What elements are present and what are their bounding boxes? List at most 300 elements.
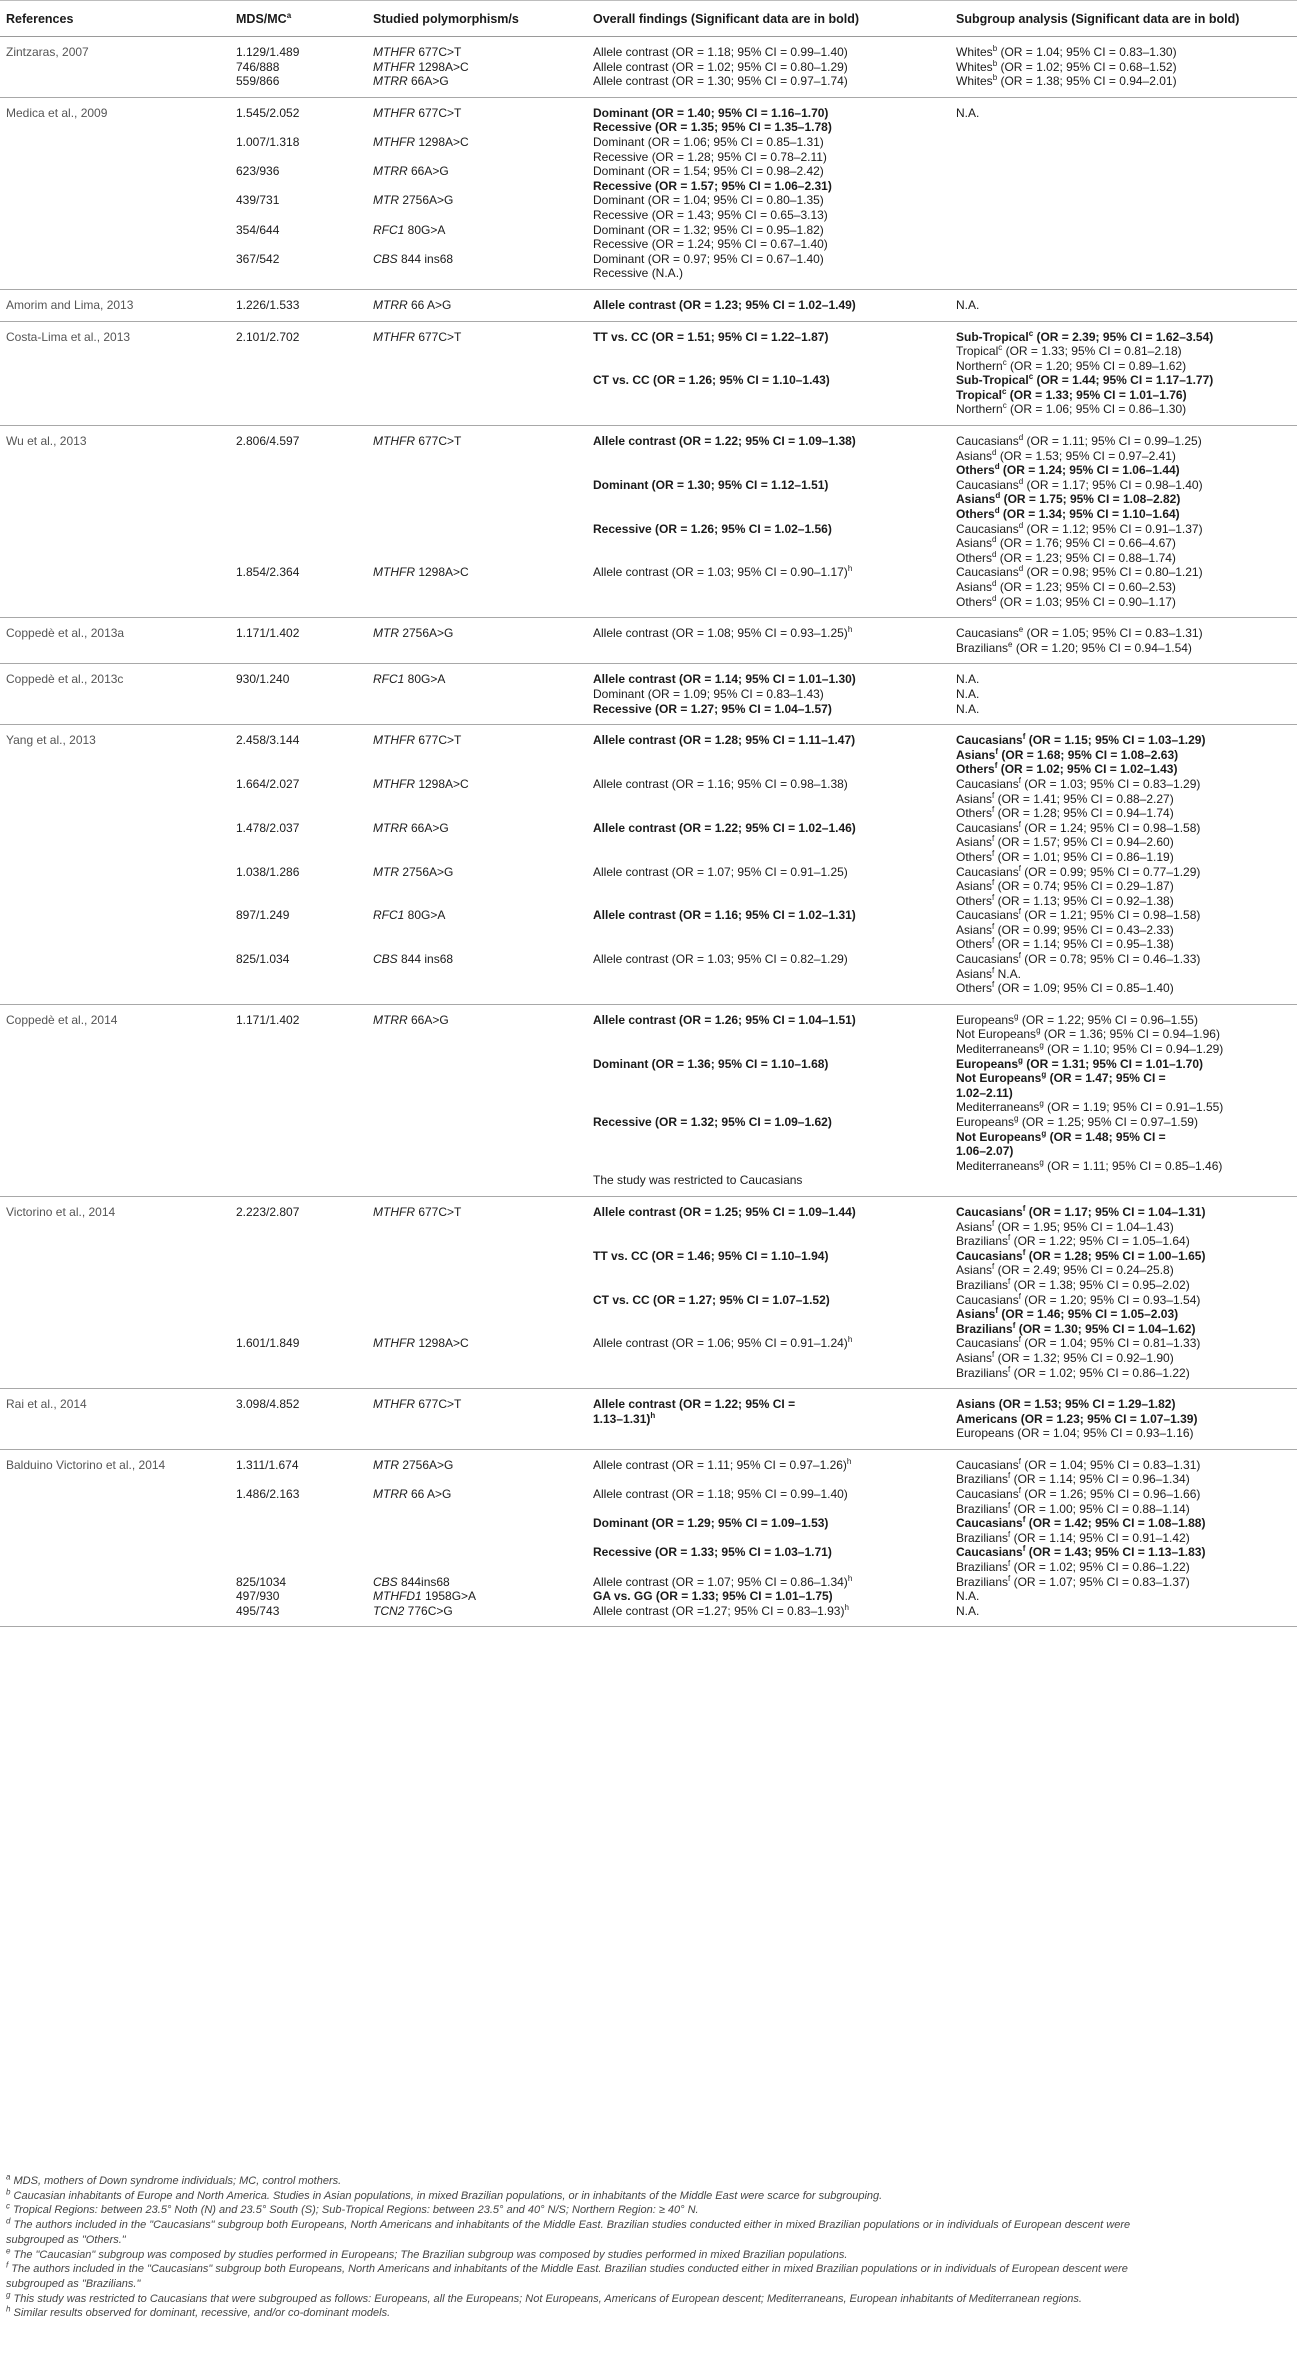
reference-cell <box>0 1196 230 1248</box>
table-row <box>0 865 1297 909</box>
subgroup-line <box>956 522 1293 537</box>
overall-findings-cell <box>587 1545 950 1574</box>
footnote-mark: g <box>1039 1041 1044 1051</box>
subgroup-cell <box>950 565 1297 617</box>
subgroup-label: Brazilians <box>956 1560 1009 1575</box>
polymorphism-value <box>373 193 583 208</box>
variant-name: 677C>T <box>415 105 462 120</box>
overall-finding-text: Allele contrast (OR = 1.28; 95% CI = 1.11–1.47) <box>593 733 856 748</box>
mds-mc-cell <box>230 1004 367 1056</box>
polymorphism-value <box>373 330 583 345</box>
reference-cell <box>0 321 230 373</box>
subgroup-line <box>956 595 1293 610</box>
reference-cell <box>0 1589 230 1604</box>
overall-finding-line <box>593 865 946 880</box>
table-row <box>0 1196 1297 1248</box>
subgroup-line <box>956 60 1293 75</box>
subgroup-line <box>956 434 1293 449</box>
overall-findings-cell <box>587 777 950 821</box>
subgroup-label: Others <box>956 463 995 478</box>
footnote-text: Caucasian inhabitants of Europe and North America. Studies in Asian populations, in mixed Brazilian populations, or in inhabitants of the Middle East were scarce for subgrouping. <box>10 2189 883 2202</box>
subgroup-cell <box>950 1516 1297 1545</box>
overall-finding-line <box>593 135 946 150</box>
polymorphism-cell <box>367 821 587 865</box>
polymorphism-cell <box>367 97 587 135</box>
gene-name: MTRR <box>373 820 408 835</box>
footnote-mark: h <box>847 1573 853 1583</box>
subgroup-cell <box>950 1575 1297 1590</box>
overall-findings-cell <box>587 725 950 777</box>
mds-mc-value: 1.854/2.364 <box>236 565 300 580</box>
footnote-mark: d <box>992 579 997 588</box>
header-mds-mc-footnote-mark: a <box>286 10 292 20</box>
subgroup-result: (OR = 1.02; 95% CI = 0.68–1.52) <box>997 59 1177 74</box>
polymorphism-value <box>373 952 583 967</box>
subgroup-cell <box>950 865 1297 909</box>
subgroup-cell <box>950 252 1297 290</box>
gene-name: MTR <box>373 864 399 879</box>
reference-cell <box>0 478 230 522</box>
gene-name: MTRR <box>373 164 408 179</box>
subgroup-label: Asians <box>956 1350 993 1365</box>
subgroup-cell <box>950 1249 1297 1293</box>
reference-cell <box>0 252 230 290</box>
footnote-text: Similar results observed for dominant, recessive, and/or co-dominant models. <box>10 2307 391 2320</box>
subgroup-line <box>956 1234 1293 1249</box>
footnote-mark: c <box>1028 328 1034 338</box>
footnote-mark: h <box>6 2304 11 2314</box>
polymorphism-cell <box>367 1389 587 1450</box>
table-row <box>0 289 1297 321</box>
header-mds-mc <box>230 1 367 37</box>
mds-mc-value: 354/644 <box>236 222 280 237</box>
footnote-mark: g <box>1039 1157 1044 1167</box>
footnote-mark: f <box>1018 1335 1021 1345</box>
overall-finding-line <box>593 1205 946 1220</box>
subgroup-line <box>956 865 1293 880</box>
overall-finding-line <box>593 1397 946 1412</box>
subgroup-label: Caucasians <box>956 820 1019 835</box>
overall-findings-cell <box>587 60 950 75</box>
subgroup-label: Others <box>956 550 993 565</box>
subgroup-line <box>956 402 1293 417</box>
subgroup-label: Northern <box>956 402 1003 417</box>
overall-finding-text: Recessive (OR = 1.35; 95% CI = 1.35–1.78) <box>593 120 832 135</box>
footnote <box>6 2189 1291 2204</box>
table-row <box>0 1057 1297 1115</box>
subgroup-result: (OR = 1.46; 95% CI = 1.05–2.03) <box>998 1307 1179 1322</box>
table-row <box>0 74 1297 97</box>
footnote-mark: g <box>1014 1011 1019 1021</box>
subgroup-line <box>956 821 1293 836</box>
overall-finding-line <box>593 672 946 687</box>
footnote-mark: f <box>1018 1456 1021 1466</box>
overall-findings-cell <box>587 135 950 164</box>
subgroup-line <box>956 672 1293 687</box>
polymorphism-cell <box>367 1173 587 1196</box>
gene-name: MTHFR <box>373 1336 415 1351</box>
variant-name: 776C>G <box>404 1603 453 1618</box>
footnote-mark: f <box>1012 1320 1016 1330</box>
reference-cell <box>0 1487 230 1516</box>
footnote-mark: f <box>1008 1559 1011 1569</box>
table-row <box>0 777 1297 821</box>
footnote-mark: h <box>847 1335 853 1345</box>
gene-name: MTHFR <box>373 1204 415 1219</box>
overall-findings-cell <box>587 478 950 522</box>
table-row <box>0 565 1297 617</box>
overall-findings-cell <box>587 1293 950 1337</box>
polymorphism-value <box>373 45 583 60</box>
polymorphism-value <box>373 434 583 449</box>
subgroup-line <box>956 1560 1293 1575</box>
footnote-mark: e <box>6 2245 11 2255</box>
footnote-mark: b <box>992 58 998 68</box>
subgroup-result: (OR = 1.23; 95% CI = 1.07–1.39) <box>1017 1411 1198 1426</box>
footnote-mark: f <box>1008 1276 1011 1286</box>
polymorphism-value <box>373 1397 583 1412</box>
variant-name: 80G>A <box>404 222 446 237</box>
subgroup-line <box>956 1487 1293 1502</box>
footnote-mark: f <box>1022 1544 1026 1554</box>
subgroup-result: (OR = 1.04; 95% CI = 0.83–1.31) <box>1020 1457 1201 1472</box>
overall-findings-cell <box>587 252 950 290</box>
mds-mc-value: 3.098/4.852 <box>236 1397 300 1412</box>
overall-finding-text: Allele contrast (OR = 1.16; 95% CI = 0.98–1.38) <box>593 776 848 791</box>
polymorphism-cell <box>367 252 587 290</box>
overall-findings-cell <box>587 664 950 725</box>
polymorphism-value <box>373 373 583 388</box>
subgroup-label: Asians <box>956 536 993 551</box>
reference-cell <box>0 565 230 617</box>
polymorphism-value <box>373 164 583 179</box>
variant-name: 66 A>G <box>407 297 452 312</box>
subgroup-label: Caucasians <box>956 434 1019 449</box>
subgroup-result: N.A. <box>956 1603 980 1618</box>
variant-name: 2756A>G <box>399 864 454 879</box>
polymorphism-cell <box>367 952 587 1004</box>
gene-name: RFC1 <box>373 672 405 687</box>
polymorphism-value <box>373 865 583 880</box>
polymorphism-cell <box>367 1115 587 1173</box>
overall-findings-cell <box>587 1449 950 1487</box>
overall-finding-line <box>593 687 946 702</box>
subgroup-line <box>956 1013 1293 1028</box>
reference-cell <box>0 74 230 97</box>
overall-finding-line <box>593 193 946 208</box>
variant-name: 844 ins68 <box>397 251 454 266</box>
overall-findings-cell <box>587 865 950 909</box>
subgroup-line <box>956 580 1293 595</box>
footnote <box>6 2218 1291 2233</box>
footnote-mark: f <box>994 761 998 771</box>
mds-mc-cell <box>230 1449 367 1487</box>
subgroup-result: (OR = 1.76; 95% CI = 0.66–4.67) <box>996 536 1176 551</box>
overall-finding-line <box>593 434 946 449</box>
overall-findings-cell <box>587 1115 950 1173</box>
mds-mc-cell <box>230 97 367 135</box>
overall-findings-cell <box>587 193 950 222</box>
footnote-mark: f <box>992 834 995 844</box>
subgroup-label: Others <box>956 849 993 864</box>
reference-cell <box>0 725 230 777</box>
overall-finding-line <box>593 733 946 748</box>
reference-cell <box>0 135 230 164</box>
footnote-text: This study was restricted to Caucasians that were subgrouped as follows: Europeans, all the Europeans; Not Europeans, Americans of European descent; Mediterraneans, European inhabitants of Mediterranean regions. <box>10 2292 1082 2305</box>
reference-text: Wu et al., 2013 <box>6 434 87 449</box>
subgroup-result: (OR = 1.22; 95% CI = 1.05–1.64) <box>1010 1234 1190 1249</box>
footnote-mark: b <box>992 44 998 53</box>
footnote-mark: h <box>847 625 853 635</box>
mds-mc-value: 930/1.240 <box>236 672 290 687</box>
overall-finding-line <box>593 1249 946 1264</box>
mds-mc-value: 367/542 <box>236 251 280 266</box>
overall-finding-text: Recessive (OR = 1.43; 95% CI = 0.65–3.13) <box>593 207 828 222</box>
polymorphism-cell <box>367 164 587 193</box>
polymorphism-value <box>373 626 583 641</box>
table-row <box>0 1173 1297 1196</box>
footnote-text: The authors included in the "Caucasians" subgroup both Europeans, North Americans and inhabitants of the Middle East. Brazilian studies conducted either in mixed Brazilian populations or in individuals of European descent were <box>8 2263 1128 2276</box>
subgroup-result: (OR = 1.57; 95% CI = 0.94–2.60) <box>994 835 1174 850</box>
subgroup-label: Others <box>956 893 993 908</box>
footnote-mark: e <box>1018 625 1024 635</box>
overall-findings-cell <box>587 223 950 252</box>
variant-name: 844ins68 <box>397 1574 450 1589</box>
variant-name: 677C>T <box>415 329 462 344</box>
polymorphism-value <box>373 1458 583 1473</box>
subgroup-result: (OR = 1.47; 95% CI = <box>1046 1071 1166 1086</box>
gene-name: RFC1 <box>373 908 405 923</box>
footnote-mark: f <box>1018 863 1021 873</box>
overall-finding-line <box>593 208 946 223</box>
overall-finding-line <box>593 1057 946 1072</box>
overall-finding-text: Allele contrast (OR = 1.23; 95% CI = 1.02–1.49) <box>593 297 856 312</box>
subgroup-label: Brazilians <box>956 640 1009 655</box>
subgroup-line <box>956 1351 1293 1366</box>
footnote-mark: b <box>6 2187 11 2197</box>
overall-findings-cell <box>587 821 950 865</box>
subgroup-result: (OR = 1.17; 95% CI = 0.98–1.40) <box>1023 477 1203 492</box>
subgroup-result: (OR = 1.15; 95% CI = 1.03–1.29) <box>1025 733 1206 748</box>
overall-finding-line <box>593 74 946 89</box>
subgroup-label: Europeans <box>956 1012 1015 1027</box>
subgroup-line <box>956 952 1293 967</box>
subgroup-cell <box>950 426 1297 478</box>
mds-mc-cell <box>230 725 367 777</box>
subgroup-label: Northern <box>956 358 1003 373</box>
mds-mc-value: 559/866 <box>236 74 280 89</box>
gene-name: MTR <box>373 1457 399 1472</box>
variant-name: 66A>G <box>407 74 449 89</box>
mds-mc-cell <box>230 60 367 75</box>
footnote-mark: d <box>1018 433 1024 443</box>
mds-mc-cell <box>230 522 367 566</box>
reference-cell <box>0 821 230 865</box>
subgroup-cell <box>950 135 1297 164</box>
subgroup-result: (OR = 1.12; 95% CI = 0.91–1.37) <box>1023 521 1203 536</box>
subgroup-line <box>956 1531 1293 1546</box>
overall-findings-cell <box>587 908 950 952</box>
footnote-mark: f <box>1018 951 1021 961</box>
overall-finding-text: Recessive (OR = 1.28; 95% CI = 0.78–2.11) <box>593 149 827 164</box>
subgroup-line <box>956 1115 1293 1130</box>
polymorphism-value <box>373 478 583 493</box>
subgroup-cell <box>950 1389 1297 1450</box>
subgroup-line <box>956 894 1293 909</box>
subgroup-result: (OR = 1.04; 95% CI = 0.83–1.30) <box>997 45 1177 59</box>
polymorphism-value <box>373 565 583 580</box>
header-references <box>0 1 230 37</box>
footnote-mark: h <box>650 1410 656 1420</box>
subgroup-label: Caucasians <box>956 1516 1023 1531</box>
overall-finding-line <box>593 266 946 281</box>
mds-mc-cell <box>230 1196 367 1248</box>
subgroup-line <box>956 981 1293 996</box>
subgroup-label: Brazilians <box>956 1472 1009 1487</box>
footnote-mark: f <box>992 878 995 888</box>
footnote-mark: f <box>992 980 995 990</box>
subgroup-cell <box>950 1115 1297 1173</box>
reference-text: Medica et al., 2009 <box>6 105 108 120</box>
subgroup-line <box>956 792 1293 807</box>
gene-name: MTHFR <box>373 45 415 59</box>
overall-finding-text: TT vs. CC (OR = 1.51; 95% CI = 1.22–1.87) <box>593 329 829 344</box>
subgroup-cell <box>950 478 1297 522</box>
subgroup-label: Brazilians <box>956 1277 1009 1292</box>
subgroup-label: Whites <box>956 45 993 59</box>
overall-finding-text: Dominant (OR = 1.32; 95% CI = 0.95–1.82) <box>593 222 824 237</box>
overall-finding-text: Recessive (OR = 1.33; 95% CI = 1.03–1.71) <box>593 1545 832 1560</box>
footnote-mark: f <box>1008 1529 1011 1539</box>
overall-finding-line <box>593 1458 946 1473</box>
mds-mc-cell <box>230 1293 367 1337</box>
footnote <box>6 2233 1291 2248</box>
overall-findings-cell <box>587 373 950 425</box>
subgroup-result: 1.02–2.11) <box>956 1085 1013 1100</box>
polymorphism-cell <box>367 664 587 725</box>
subgroup-result: (OR = 1.28; 95% CI = 1.00–1.65) <box>1025 1248 1206 1263</box>
overall-finding-line <box>593 1336 946 1351</box>
polymorphism-cell <box>367 865 587 909</box>
footnote-mark: g <box>1018 1055 1023 1065</box>
subgroup-result: (OR = 1.33; 95% CI = 1.01–1.76) <box>1006 387 1187 402</box>
subgroup-label: Whites <box>956 59 993 74</box>
overall-findings-cell <box>587 289 950 321</box>
overall-finding-text: Allele contrast (OR = 1.03; 95% CI = 0.82–1.29) <box>593 952 848 967</box>
subgroup-cell <box>950 618 1297 664</box>
subgroup-label: Asians <box>956 580 993 594</box>
overall-finding-line <box>593 1604 946 1619</box>
footnote-mark: e <box>1008 639 1013 649</box>
subgroup-result: (OR = 1.22; 95% CI = 0.96–1.55) <box>1018 1012 1198 1027</box>
overall-finding-text: Recessive (OR = 1.26; 95% CI = 1.02–1.56) <box>593 521 832 536</box>
subgroup-label: Caucasians <box>956 477 1019 492</box>
table-row <box>0 321 1297 373</box>
polymorphism-value <box>373 1293 583 1308</box>
subgroup-line <box>956 923 1293 938</box>
table-row <box>0 1249 1297 1293</box>
mds-mc-cell <box>230 164 367 193</box>
reference-cell <box>0 1249 230 1293</box>
subgroup-label: Caucasians <box>956 908 1019 923</box>
subgroup-result: N.A. <box>956 686 980 701</box>
subgroup-line <box>956 1220 1293 1235</box>
polymorphism-value <box>373 135 583 150</box>
subgroup-result: (OR = 1.03; 95% CI = 0.83–1.29) <box>1020 776 1201 791</box>
subgroup-result: (OR = 1.02; 95% CI = 0.86–1.22) <box>1010 1365 1190 1380</box>
polymorphism-cell <box>367 1604 587 1627</box>
subgroup-result: (OR = 1.23; 95% CI = 0.60–2.53) <box>996 580 1176 594</box>
overall-finding-line <box>593 821 946 836</box>
overall-finding-line <box>593 565 946 580</box>
subgroup-label: Caucasians <box>956 1336 1019 1351</box>
header-subgroup-analysis-label: Subgroup analysis (Significant data are in bold) <box>956 12 1240 26</box>
subgroup-result: (OR = 1.20; 95% CI = 0.93–1.54) <box>1020 1292 1201 1307</box>
subgroup-label: Others <box>956 594 993 609</box>
mds-mc-value: 1.171/1.402 <box>236 1012 300 1027</box>
mds-mc-value: 1.311/1.674 <box>236 1457 299 1472</box>
overall-finding-line <box>593 777 946 792</box>
subgroup-cell <box>950 725 1297 777</box>
overall-finding-text: Allele contrast (OR = 1.07; 95% CI = 0.86–1.34) <box>593 1574 848 1589</box>
gene-name: MTHFR <box>373 1397 415 1412</box>
overall-finding-text: Recessive (OR = 1.32; 95% CI = 1.09–1.62) <box>593 1115 832 1129</box>
subgroup-cell <box>950 908 1297 952</box>
mds-mc-value: 1.171/1.402 <box>236 626 300 641</box>
polymorphism-cell <box>367 289 587 321</box>
polymorphism-cell <box>367 908 587 952</box>
subgroup-line <box>956 806 1293 821</box>
subgroup-line <box>956 1307 1293 1322</box>
subgroup-line <box>956 1130 1293 1145</box>
reference-cell <box>0 97 230 135</box>
mds-mc-value <box>236 373 363 388</box>
mds-mc-cell <box>230 252 367 290</box>
subgroup-cell <box>950 193 1297 222</box>
subgroup-result: (OR = 1.30; 95% CI = 1.04–1.62) <box>1015 1321 1196 1336</box>
subgroup-result: (OR = 0.99; 95% CI = 0.77–1.29) <box>1020 864 1201 879</box>
polymorphism-cell <box>367 1516 587 1545</box>
table-row <box>0 478 1297 522</box>
subgroup-line <box>956 777 1293 792</box>
subgroup-cell <box>950 1604 1297 1627</box>
table-row <box>0 1389 1297 1450</box>
polymorphism-value <box>373 1545 583 1560</box>
subgroup-label: Europeans <box>956 1426 1015 1441</box>
footnote-mark: f <box>1022 1203 1026 1213</box>
overall-finding-text: Recessive (OR = 1.27; 95% CI = 1.04–1.57) <box>593 701 832 716</box>
footnote-mark: f <box>1018 775 1021 785</box>
table-row <box>0 1004 1297 1056</box>
footnote-mark: d <box>1018 564 1024 574</box>
overall-finding-line <box>593 330 946 345</box>
subgroup-label: Mediterraneans <box>956 1100 1040 1115</box>
footnote-mark: f <box>6 2260 9 2270</box>
table-row <box>0 1516 1297 1545</box>
reference-text: Coppedè et al., 2014 <box>6 1012 118 1027</box>
footnote-mark: f <box>992 790 995 800</box>
subgroup-result: (OR = 1.38; 95% CI = 0.94–2.01) <box>997 74 1177 89</box>
overall-finding-text: Allele contrast (OR = 1.11; 95% CI = 0.97–1.26) <box>593 1457 847 1472</box>
footnote-mark: g <box>1041 1070 1047 1080</box>
subgroup-result: (OR = 0.74; 95% CI = 0.29–1.87) <box>994 879 1174 894</box>
gene-name: MTHFR <box>373 329 415 344</box>
variant-name: 80G>A <box>404 672 446 687</box>
overall-findings-cell <box>587 1173 950 1196</box>
subgroup-line <box>956 850 1293 865</box>
subgroup-line <box>956 1545 1293 1560</box>
subgroup-label: Others <box>956 762 995 777</box>
